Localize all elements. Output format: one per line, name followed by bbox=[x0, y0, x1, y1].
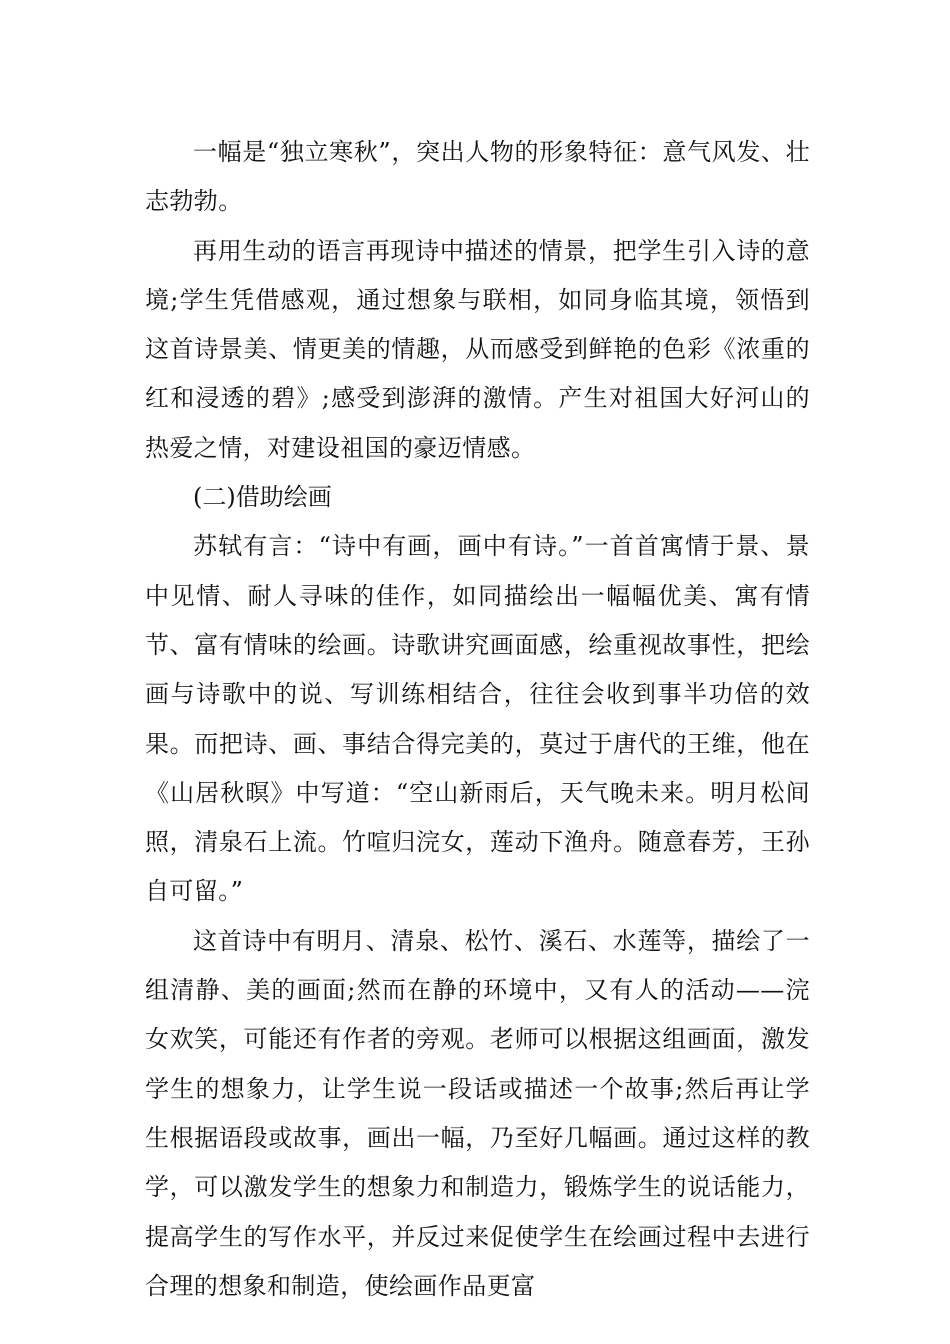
paragraph-image-description: 一幅是“独立寒秋”，突出人物的形象特征：意气风发、壮志勃勃。 bbox=[145, 138, 810, 216]
paragraph-su-shi-quote: 苏轼有言：“诗中有画，画中有诗。”一首首寓情于景、景中见情、耐人寻味的佳作，如同描绘出一幅幅优美、寓有情节、富有情味的绘画。诗歌讲究画面感，绘重视故事性，把绘画与诗歌中的说、写训练相结合，往往会收到事半功倍的效果。而把诗、画、事结合得完美的，莫过于唐代的王维，他在《山居秋暝》中写道：“空山新雨后，天气晚未来。明月松间照，清泉石上流。竹喧归浣女，莲动下渔舟。随意春芳，王孙自可留。” bbox=[145, 532, 810, 906]
section-heading-painting: (二)借助绘画 bbox=[193, 483, 332, 512]
paragraph-poetic-scene: 再用生动的语言再现诗中描述的情景，把学生引入诗的意境;学生凭借感观，通过想象与联相，如同身临其境，领悟到这首诗景美、情更美的情趣，从而感受到鲜艳的色彩《浓重的红和浸透的碧》;感受到澎湃的激情。产生对祖国大好河山的热爱之情，对建设祖国的豪迈情感。 bbox=[145, 236, 810, 462]
paragraph-poem-analysis: 这首诗中有明月、清泉、松竹、溪石、水莲等，描绘了一组清静、美的画面;然而在静的环境中，又有人的活动——浣女欢笑，可能还有作者的旁观。老师可以根据这组画面，激发学生的想象力，让学生说一段话或描述一个故事;然后再让学生根据语段或故事，画出一幅，乃至好几幅画。通过这样的教学，可以激发学生的想象力和制造力，锻炼学生的说话能力，提高学生的写作水平，并反过来促使学生在绘画过程中去进行合理的想象和制造，使绘画作品更富 bbox=[145, 926, 810, 1300]
document-page bbox=[145, 128, 810, 1311]
